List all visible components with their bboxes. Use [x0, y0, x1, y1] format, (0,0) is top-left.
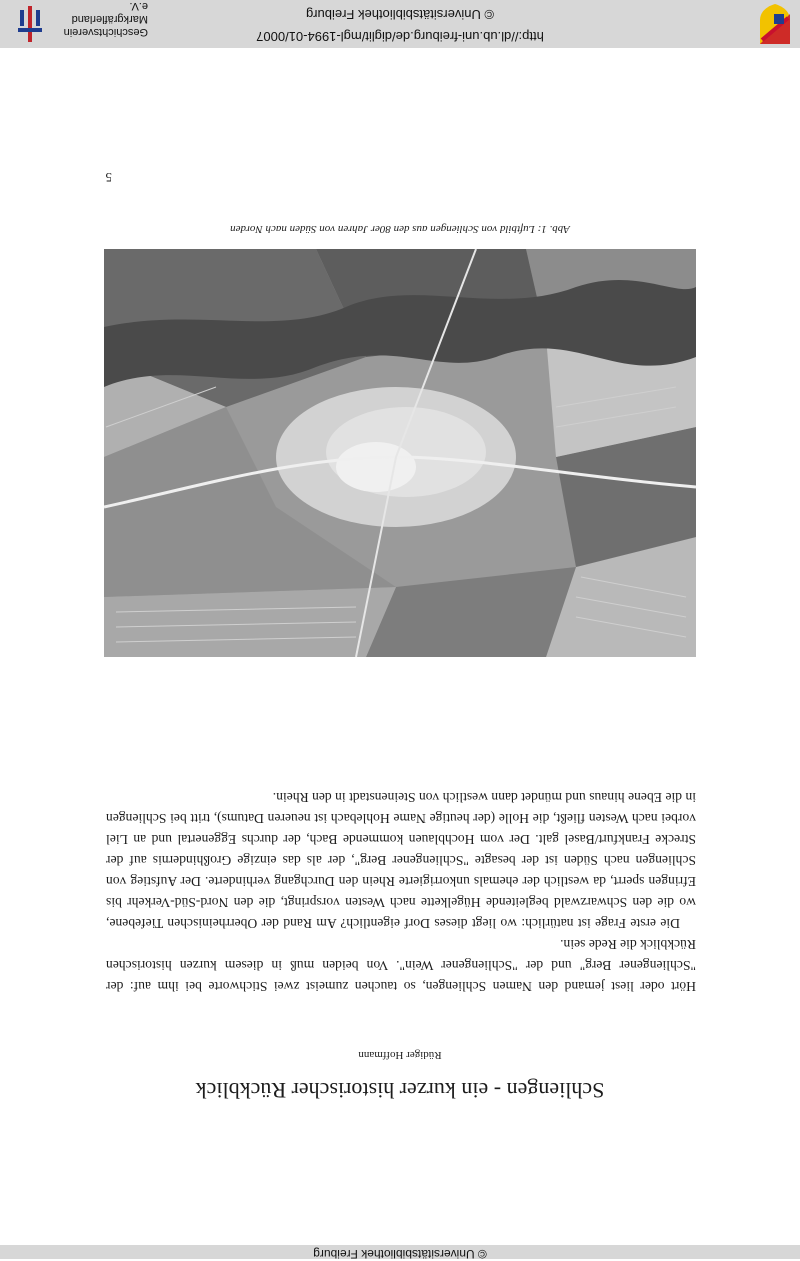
article-author: Rüdiger Hoffmann: [358, 1049, 442, 1061]
aerial-photo: [104, 249, 696, 657]
page-number: 5: [105, 170, 112, 185]
document-url[interactable]: http://dl.ub.uni-freiburg.de/diglit/mgl-1994-01/0007: [256, 29, 544, 44]
header-copyright: © Universitätsbibliothek Freiburg: [313, 1247, 487, 1261]
society-coat-of-arms-icon: [760, 4, 790, 44]
article-body: [106, 787, 696, 997]
header-bar: [0, 1245, 800, 1259]
paragraph: Die erste Frage ist natürlich: wo liegt dieses Dorf eigentlich? Am Rand der Oberrheinischen Tiefebene, wo die den Schwarzwald begleitende Hügelkette nach Westen vorspringt, die den Nord-Süd-Verkehr bis Efringen sperrt, da westlich der ehemals unkorrigierte Rhein den Durchgang verhinderte. Der Aufstieg von Schliengen nach Süden ist der besagte "Schliengener Berg", der als das einzige Großhindernis auf der Strecke Frankfurt/Basel galt. Der vom Hochblauen kommende Bach, der durchs Eggenertal und an Liel vorbei nach Westen fließt, die Holle (der heutige Name Hohlebach ist neueren Datums), tritt bei Schliengen in die Ebene hinaus und mündet dann westlich von Steinenstadt in den Rhein.: [106, 790, 696, 931]
society-line-2: Markgräflerland e.V.: [71, 0, 148, 25]
footer-copyright: © Universitätsbibliothek Freiburg: [305, 7, 495, 22]
paragraph: Hört oder liest jemand den Namen Schliengen, so tauchen zumeist zwei Stichworte bei ihm auf: der "Schliengener Berg" und der "Schliengener Wein". Von beiden muß in diesem kurzen historischen Rückblick die Rede sein.: [106, 937, 696, 994]
society-line-1: Geschichtsverein: [63, 26, 148, 38]
society-name: [52, 0, 148, 38]
photo-caption: Abb. 1: Luftbild von Schliengen aus den 80er Jahren von Süden nach Norden: [230, 223, 570, 235]
footer-bar: [0, 0, 800, 48]
article-title: Schliengen - ein kurzer historischer Rückblick: [195, 1078, 605, 1103]
aerial-photo-image: [104, 249, 696, 657]
